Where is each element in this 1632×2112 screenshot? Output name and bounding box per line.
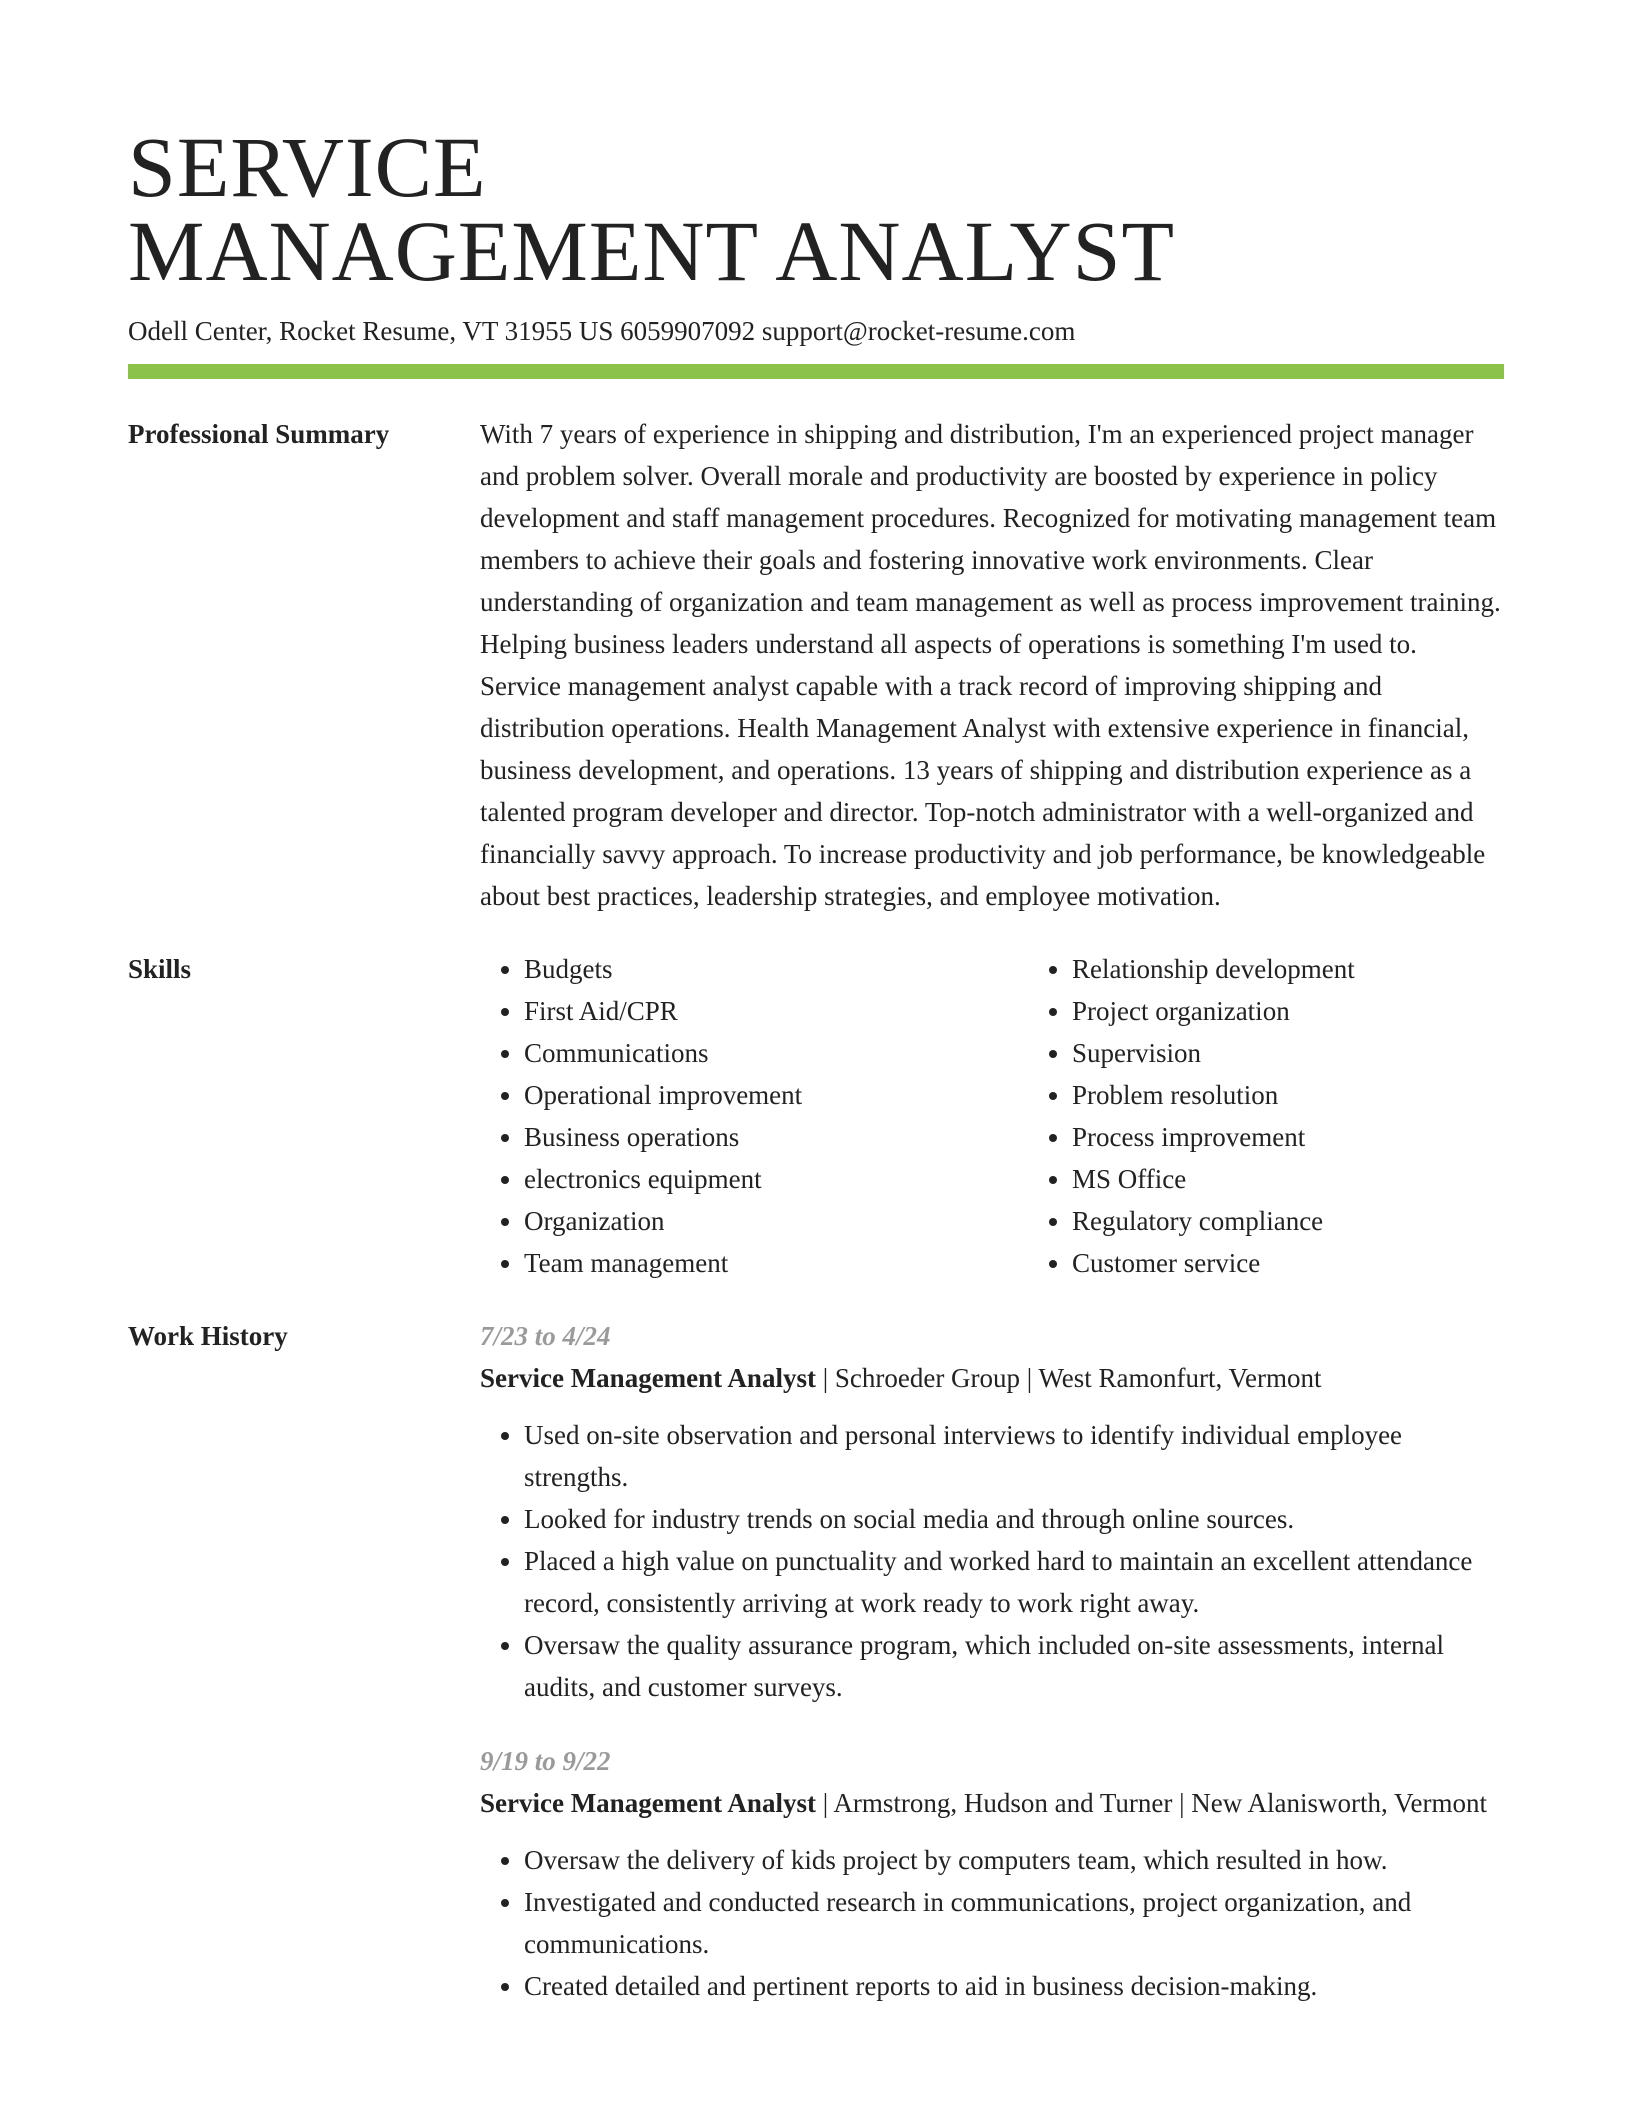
resume-name: [128, 0, 1504, 299]
job-details: | Schroeder Group | West Ramonfurt, Vermont: [815, 1363, 1322, 1393]
contact-info: Odell Center, Rocket Resume, VT 31955 US 6059907092 support@rocket-resume.com: [128, 316, 1076, 346]
job-entry: [480, 1740, 1504, 2007]
job-details: | Armstrong, Hudson and Turner | New Alanisworth, Vermont: [815, 1788, 1487, 1818]
skill-item: • Business operations: [524, 1116, 1028, 1158]
job-bullet: • Oversaw the quality assurance program, which included on-site assessments, internal audits, and customer surveys.: [524, 1624, 1504, 1708]
job-dates: 7/23 to 4/24: [480, 1321, 611, 1351]
job-title: Service Management Analyst: [480, 1788, 816, 1818]
skills-section: [128, 948, 1504, 1284]
skill-item: • electronics equipment: [524, 1158, 1028, 1200]
resume-name-line1: SERVICE: [128, 119, 487, 215]
skill-item: • Regulatory compliance: [1072, 1200, 1355, 1242]
skill-item: • Team management: [524, 1242, 1028, 1284]
skills-columns: [480, 948, 1504, 1284]
accent-divider: [128, 364, 1504, 379]
job-bullet: • Created detailed and pertinent reports to aid in business decision-making.: [524, 1965, 1504, 2007]
skills-list-right: [1028, 948, 1355, 1284]
job-dates: 9/19 to 9/22: [480, 1746, 611, 1776]
job-title-line: [480, 1782, 1504, 1824]
skills-heading: Skills: [128, 954, 192, 984]
summary-section: [128, 413, 1504, 917]
job-title: Service Management Analyst: [480, 1363, 816, 1393]
skills-list-left: [480, 948, 1028, 1284]
work-history-body: [480, 1315, 1504, 2007]
skill-item: • Problem resolution: [1072, 1074, 1355, 1116]
job-bullet: • Oversaw the delivery of kids project by computers team, which resulted in how.: [524, 1839, 1504, 1881]
skill-item: • Supervision: [1072, 1032, 1355, 1074]
resume-page: [128, 0, 1504, 2007]
skill-item: • MS Office: [1072, 1158, 1355, 1200]
job-bullets: [480, 1839, 1504, 2007]
work-history-heading: Work History: [128, 1321, 288, 1351]
job-bullet: • Investigated and conducted research in communications, project organization, and communications.: [524, 1881, 1504, 1965]
skill-item: • Communications: [524, 1032, 1028, 1074]
summary-text: With 7 years of experience in shipping and distribution, I'm an experienced project manager and problem solver. Overall morale and productivity are boosted by experience in policy development and staff management procedures. Recognized for motivating management team members to achieve their goals and fostering innovative work environments. Clear understanding of organization and team management as well as process improvement training. Helping business leaders understand all aspects of operations is something I'm used to. Service management analyst capable with a track record of improving shipping and distribution operations. Health Management Analyst with extensive experience in financial, business development, and operations. 13 years of shipping and distribution experience as a talented program developer and director. Top-notch administrator with a well-organized and financially savvy approach. To increase productivity and job performance, be knowledgeable about best practices, leadership strategies, and employee motivation.: [480, 419, 1501, 911]
job-bullet: • Used on-site observation and personal interviews to identify individual employee strengths.: [524, 1414, 1504, 1498]
skill-item: • Organization: [524, 1200, 1028, 1242]
skill-item: • Relationship development: [1072, 948, 1355, 990]
skill-item: • Customer service: [1072, 1242, 1355, 1284]
job-bullets: [480, 1414, 1504, 1708]
skill-item: • Budgets: [524, 948, 1028, 990]
job-bullet: • Placed a high value on punctuality and worked hard to maintain an excellent attendance record, consistently arriving at work ready to work right away.: [524, 1540, 1504, 1624]
summary-heading: Professional Summary: [128, 419, 390, 449]
job-entry: [480, 1315, 1504, 1708]
work-history-section: [128, 1315, 1504, 2007]
job-title-line: [480, 1357, 1504, 1399]
skill-item: • Project organization: [1072, 990, 1355, 1032]
skill-item: • Operational improvement: [524, 1074, 1028, 1116]
skill-item: • First Aid/CPR: [524, 990, 1028, 1032]
job-bullet: • Looked for industry trends on social media and through online sources.: [524, 1498, 1504, 1540]
resume-name-line2: MANAGEMENT ANALYST: [128, 203, 1175, 299]
skill-item: • Process improvement: [1072, 1116, 1355, 1158]
